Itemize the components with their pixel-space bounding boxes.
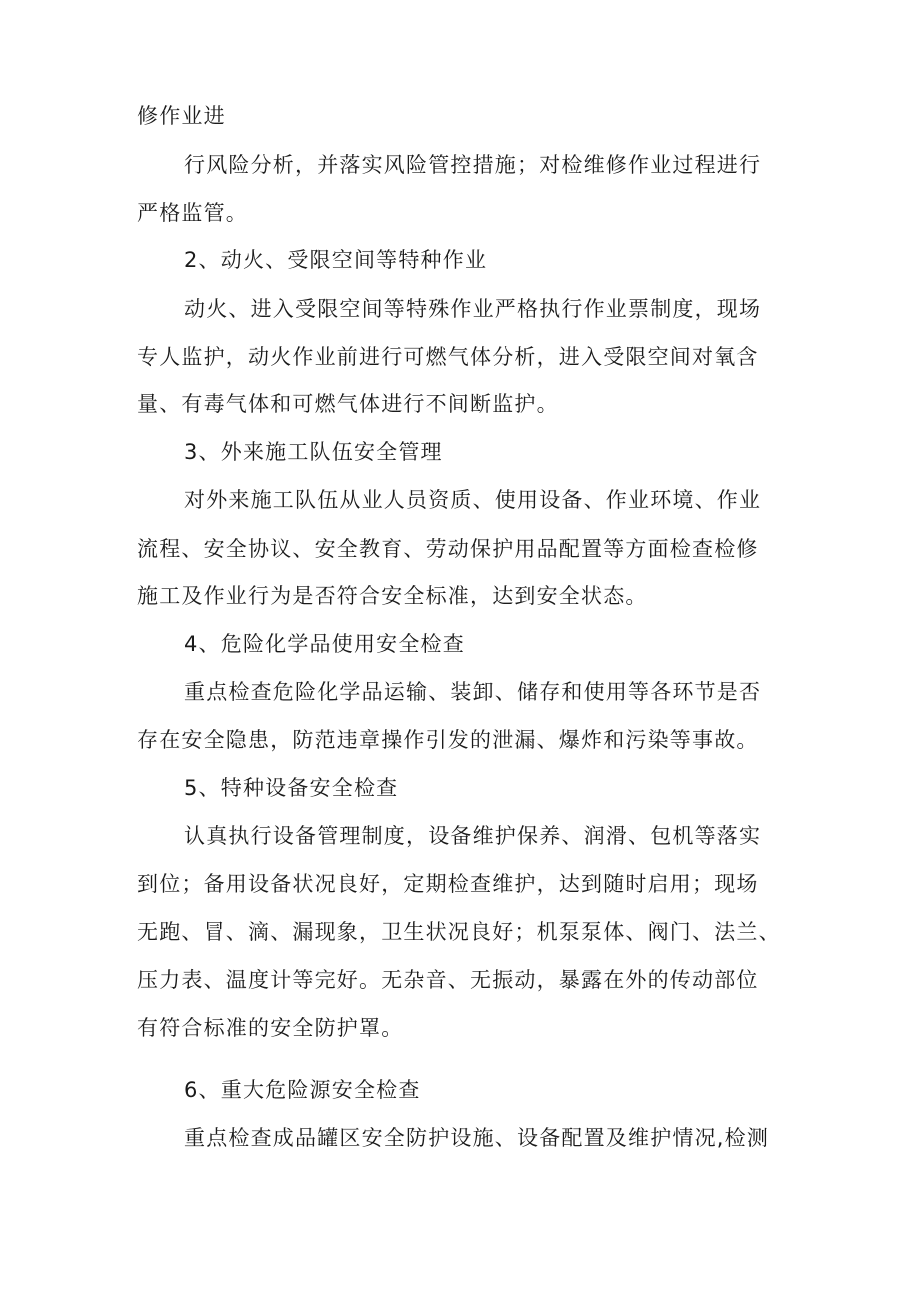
text-line-16: 认真执行设备管理制度，设备维护保养、润滑、包机等落实: [184, 824, 762, 848]
section-heading-2: 2、动火、受限空间等特种作业: [184, 248, 488, 272]
text-line-19: 压力表、温度计等完好。无杂音、无振动，暴露在外的传动部位: [137, 968, 759, 992]
section-heading-3: 3、外来施工队伍安全管理: [184, 440, 443, 464]
text-line-22: 重点检查成品罐区安全防护设施、设备配置及维护情况,检测: [184, 1126, 770, 1150]
text-line-20: 有符合标准的安全防护罩。: [137, 1016, 404, 1040]
text-line-1: 修作业进: [137, 104, 226, 128]
text-line-6: 专人监护，动火作业前进行可燃气体分析，进入受限空间对氧含: [137, 345, 759, 369]
text-line-9: 对外来施工队伍从业人员资质、使用设备、作业环境、作业: [184, 488, 762, 512]
text-line-17: 到位；备用设备状况良好，定期检查维护，达到随时启用；现场: [137, 872, 759, 896]
section-heading-4: 4、危险化学品使用安全检查: [184, 632, 465, 656]
text-line-18: 无跑、冒、滴、漏现象，卫生状况良好；机泵泵体、阀门、法兰、: [137, 920, 781, 944]
section-heading-5: 5、特种设备安全检查: [184, 776, 399, 800]
text-line-7: 量、有毒气体和可燃气体进行不间断监护。: [137, 392, 559, 416]
section-heading-6: 6、重大危险源安全检查: [184, 1078, 421, 1102]
text-line-3: 严格监管。: [137, 201, 248, 225]
text-line-2: 行风险分析，并落实风险管控措施；对检维修作业过程进行: [184, 153, 762, 177]
text-line-5: 动火、进入受限空间等特殊作业严格执行作业票制度，现场: [184, 297, 762, 321]
text-line-11: 施工及作业行为是否符合安全标准，达到安全状态。: [137, 584, 648, 608]
text-line-13: 重点检查危险化学品运输、装卸、储存和使用等各环节是否: [184, 680, 762, 704]
text-line-14: 存在安全隐患，防范违章操作引发的泄漏、爆炸和污染等事故。: [137, 728, 759, 752]
text-line-10: 流程、安全协议、安全教育、劳动保护用品配置等方面检查检修: [137, 537, 759, 561]
